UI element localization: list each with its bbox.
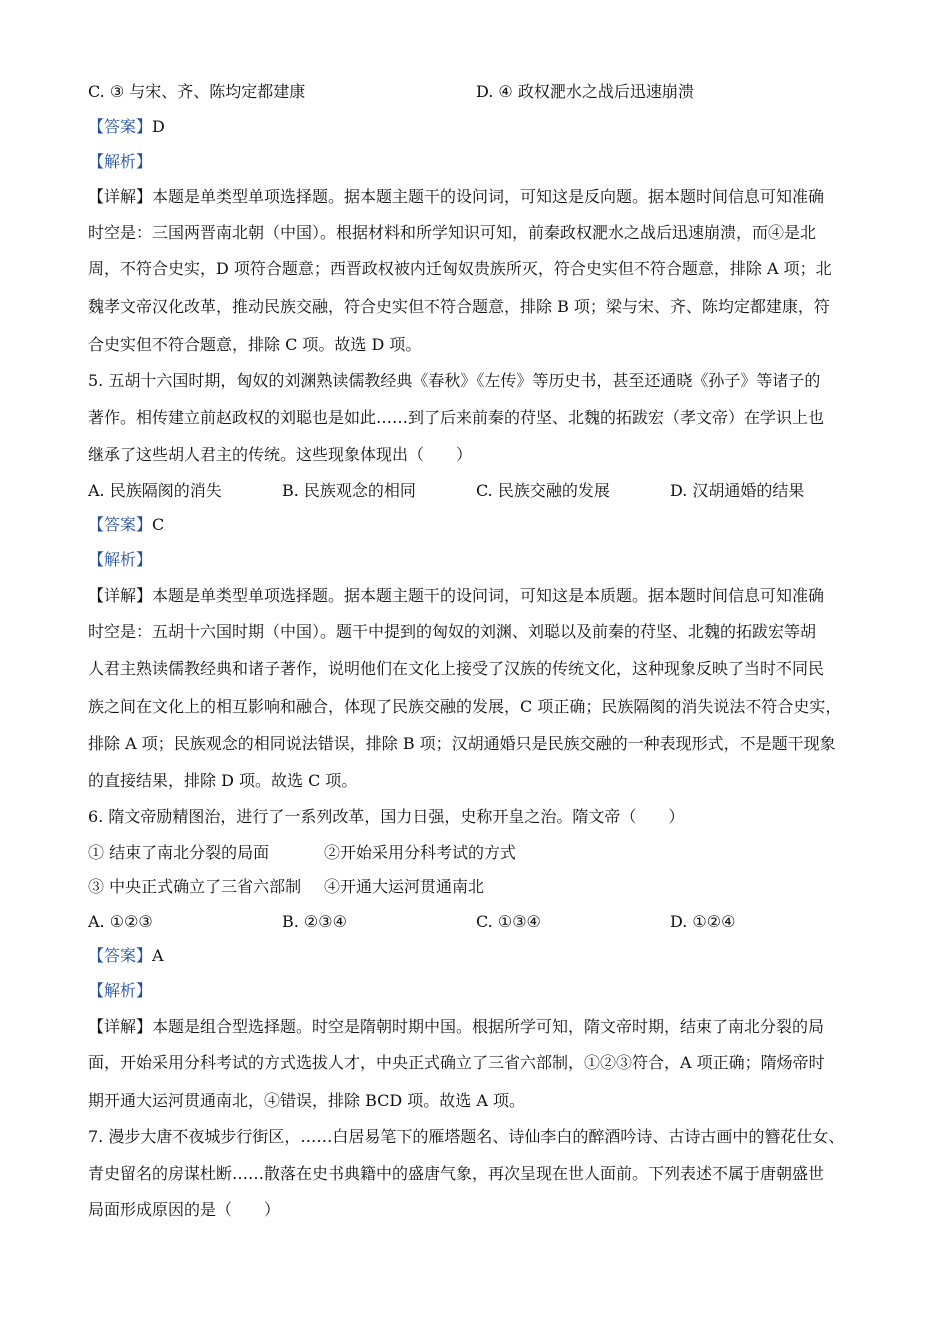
q4-option-c: C. ③ 与宋、齐、陈均定都建康 xyxy=(88,82,306,101)
q5-detail-line-2: 时空是：五胡十六国时期（中国）。题干中提到的匈奴的刘渊、刘聪以及前秦的苻坚、北魏的拓跋宏等胡 xyxy=(88,622,817,641)
q6-item-2: ②开始采用分科考试的方式 xyxy=(324,843,517,862)
q5-analysis-label: 【解析】 xyxy=(88,550,153,569)
q5-option-d: D. 汉胡通婚的结果 xyxy=(670,481,805,500)
q5-stem-line-3: 继承了这些胡人君主的传统。这些现象体现出（ ） xyxy=(88,445,473,464)
q5-detail-line-5: 排除 A 项；民族观念的相同说法错误，排除 B 项；汉胡通婚只是民族交融的一种表现形式，不是题干现象 xyxy=(88,734,836,753)
q6-option-a: A. ①②③ xyxy=(88,912,153,931)
q6-analysis-label: 【解析】 xyxy=(88,981,153,1000)
q5-stem-line-2: 著作。相传建立前赵政权的刘聪也是如此……到了后来前秦的苻坚、北魏的拓跋宏（孝文帝）在学识上也 xyxy=(88,408,825,427)
q7-stem-line-1: 7. 漫步大唐不夜城步行街区，……白居易笔下的雁塔题名、诗仙李白的醉酒吟诗、古诗古画中的簪花仕女、 xyxy=(88,1127,845,1146)
q6-detail-line-2: 面，开始采用分科考试的方式选拔人才，中央正式确立了三省六部制，①②③符合，A 项正确；隋炀帝时 xyxy=(88,1053,825,1072)
answer-value: A xyxy=(152,946,164,965)
detail-label: 【详解】 xyxy=(88,187,153,206)
q4-answer xyxy=(88,116,868,138)
answer-value: D xyxy=(152,117,165,136)
q7-stem-line-2: 青史留名的房谋杜断……散落在史书典籍中的盛唐气象，再次呈现在世人面前。下列表述不属于唐朝盛世 xyxy=(88,1164,825,1183)
q5-option-b: B. 民族观念的相同 xyxy=(282,481,416,500)
q6-option-b: B. ②③④ xyxy=(282,912,347,931)
q5-detail-line-6: 的直接结果，排除 D 项。故选 C 项。 xyxy=(88,771,358,790)
q6-option-c: C. ①③④ xyxy=(476,912,541,931)
q4-detail-line-3: 周，不符合史实，D 项符合题意；西晋政权被内迁匈奴贵族所灭，符合史实但不符合题意，排除 A 项；北 xyxy=(88,259,832,278)
q6-item-3: ③ 中央正式确立了三省六部制 xyxy=(88,877,302,896)
q5-option-a: A. 民族隔阂的消失 xyxy=(88,481,222,500)
answer-label: 【答案】 xyxy=(88,515,153,534)
q5-detail-line-1: 【详解】本题是单类型单项选择题。据本题主题干的设问词，可知这是本质题。据本题时间信息可知准确 xyxy=(88,586,825,605)
q6-detail-line-3: 期开通大运河贯通南北，④错误，排除 BCD 项。故选 A 项。 xyxy=(88,1091,526,1110)
q4-option-d: D. ④ 政权淝水之战后迅速崩溃 xyxy=(476,82,694,101)
q5-detail-line-4: 族之间在文化上的相互影响和融合，体现了民族交融的发展，C 项正确；民族隔阂的消失说法不符合史实， xyxy=(88,697,842,716)
q5-detail-line-3: 人君主熟读儒教经典和诸子著作，说明他们在文化上接受了汉族的传统文化，这种现象反映了当时不同民 xyxy=(88,659,825,678)
answer-value: C xyxy=(152,515,165,534)
q6-detail-line-1: 【详解】本题是组合型选择题。时空是隋朝时期中国。根据所学可知，隋文帝时期，结束了南北分裂的局 xyxy=(88,1017,825,1036)
q4-detail-line-2: 时空是：三国两晋南北朝（中国）。根据材料和所学知识可知，前秦政权淝水之战后迅速崩溃，而④是北 xyxy=(88,223,817,242)
q4-detail-line-4: 魏孝文帝汉化改革，推动民族交融，符合史实但不符合题意，排除 B 项；梁与宋、齐、陈均定都建康，符 xyxy=(88,297,830,316)
detail-label: 【详解】 xyxy=(88,586,153,605)
q6-item-1: ① 结束了南北分裂的局面 xyxy=(88,843,270,862)
q5-answer xyxy=(88,514,868,536)
q6-item-4: ④开通大运河贯通南北 xyxy=(324,877,485,896)
q4-detail-line-1: 【详解】本题是单类型单项选择题。据本题主题干的设问词，可知这是反向题。据本题时间信息可知准确 xyxy=(88,187,825,206)
q5-option-c: C. 民族交融的发展 xyxy=(476,481,610,500)
q4-analysis-label: 【解析】 xyxy=(88,152,153,171)
answer-label: 【答案】 xyxy=(88,117,153,136)
q7-stem-line-3: 局面形成原因的是（ ） xyxy=(88,1200,281,1219)
answer-label: 【答案】 xyxy=(88,946,153,965)
q4-detail-line-5: 合史实但不符合题意，排除 C 项。故选 D 项。 xyxy=(88,335,422,354)
q6-answer xyxy=(88,945,868,967)
q5-stem-line-1: 5. 五胡十六国时期，匈奴的刘渊熟读儒教经典《春秋》《左传》等历史书，甚至还通晓《孙子》等诸子的 xyxy=(88,371,821,390)
q6-option-d: D. ①②④ xyxy=(670,912,736,931)
q6-stem: 6. 隋文帝励精图治，进行了一系列改革，国力日强，史称开皇之治。隋文帝（ ） xyxy=(88,807,685,826)
detail-label: 【详解】 xyxy=(88,1017,153,1036)
